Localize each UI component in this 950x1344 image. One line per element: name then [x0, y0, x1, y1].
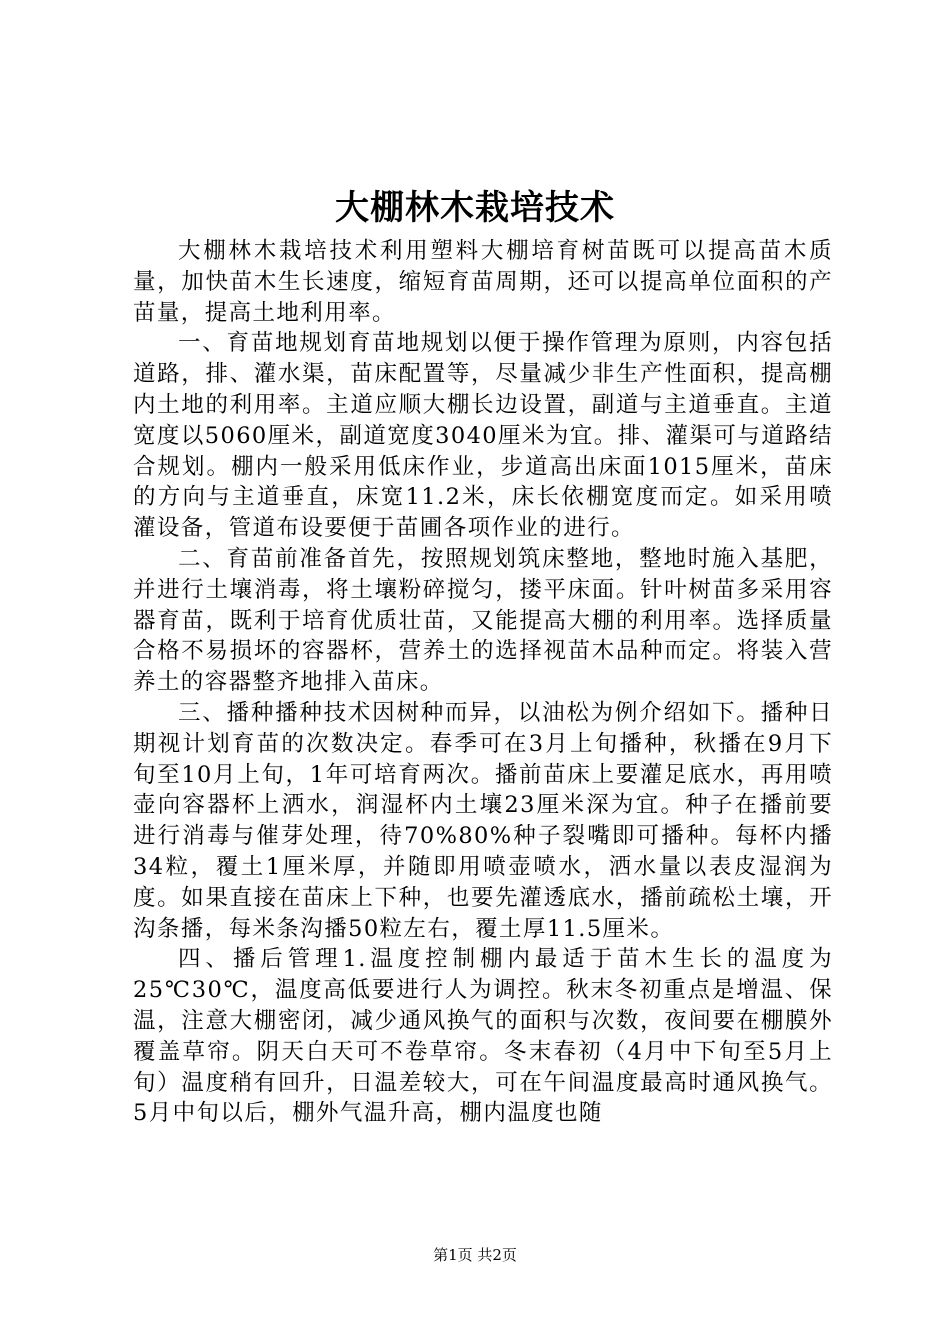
document-body: [133, 236, 833, 1129]
paragraph-section-3: 三、播种播种技术因树种而异，以油松为例介绍如下。播种日期视计划育苗的次数决定。春季可在3月上旬播种，秋播在9月下旬至10月上旬，1年可培育两次。播前苗床上要灌足底水，再用喷壶向容器杯上洒水，润湿杯内土壤23厘米深为宜。种子在播前要进行消毒与催芽处理，待70%80%种子裂嘴即可播种。每杯内播34粒，覆土1厘米厚，并随即用喷壶喷水，洒水量以表皮湿润为度。如果直接在苗床上下种，也要先灌透底水，播前疏松土壤，开沟条播，每米条沟播50粒左右，覆土厚11.5厘米。: [133, 699, 833, 942]
paragraph-section-1: 一、育苗地规划育苗地规划以便于操作管理为原则，内容包括道路，排、灌水渠，苗床配置等，尽量减少非生产性面积，提高棚内土地的利用率。主道应顺大棚长边设置，副道与主道垂直。主道宽度以5060厘米，副道宽度3040厘米为宜。排、灌渠可与道路结合规划。棚内一般采用低床作业，步道高出床面1015厘米，苗床的方向与主道垂直，床宽11.2米，床长依棚宽度而定。如采用喷灌设备，管道布设要便于苗圃各项作业的进行。: [133, 330, 833, 542]
paragraph-section-4: 四、播后管理1.温度控制棚内最适于苗木生长的温度为25℃30℃，温度高低要进行人为调控。秋末冬初重点是增温、保温，注意大棚密闭，减少通风换气的面积与次数，夜间要在棚膜外覆盖草帘。阴天白天可不卷草帘。冬末春初（4月中下旬至5月上旬）温度稍有回升，日温差较大，可在午间温度最高时通风换气。5月中旬以后，棚外气温升高，棚内温度也随: [133, 946, 833, 1127]
document-title: 大棚林木栽培技术: [335, 188, 615, 228]
paragraph-section-2: 二、育苗前准备首先，按照规划筑床整地，整地时施入基肥，并进行土壤消毒，将土壤粉碎搅匀，搂平床面。针叶树苗多采用容器育苗，既利于培育优质壮苗，又能提高大棚的利用率。选择质量合格不易损坏的容器杯，营养土的选择视苗木品种而定。将装入营养土的容器整齐地排入苗床。: [133, 545, 833, 696]
page-number-footer: 第1页 共2页: [433, 1246, 517, 1264]
paragraph-intro: 大棚林木栽培技术利用塑料大棚培育树苗既可以提高苗木质量，加快苗木生长速度，缩短育苗周期，还可以提高单位面积的产苗量，提高土地利用率。: [133, 238, 833, 326]
